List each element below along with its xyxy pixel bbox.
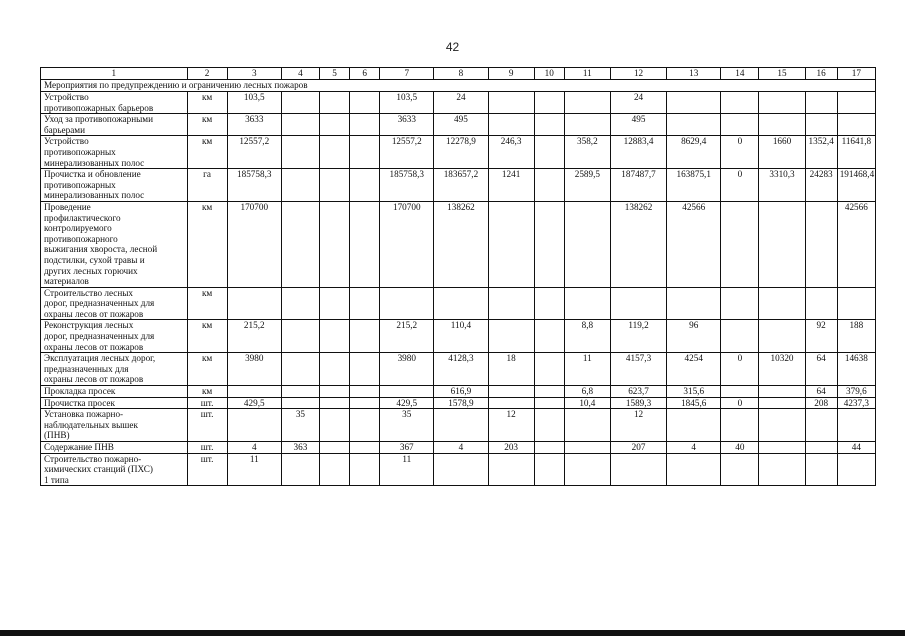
- column-number: 12: [610, 68, 666, 80]
- column-number: 14: [721, 68, 759, 80]
- value-cell: [564, 114, 610, 136]
- value-cell: 8,8: [564, 320, 610, 353]
- value-cell: [667, 114, 721, 136]
- value-cell: [759, 442, 805, 454]
- value-cell: [837, 409, 875, 442]
- value-cell: 42566: [837, 201, 875, 287]
- value-cell: [319, 114, 349, 136]
- value-cell: [759, 453, 805, 486]
- activity-name-line: барьерами: [44, 124, 86, 135]
- table-row: [41, 92, 876, 114]
- column-number: 5: [319, 68, 349, 80]
- value-cell: 3980: [227, 353, 281, 386]
- value-cell: 185758,3: [227, 169, 281, 202]
- value-cell: [434, 287, 488, 320]
- value-cell: [564, 92, 610, 114]
- value-cell: [759, 397, 805, 409]
- value-cell: [534, 92, 564, 114]
- value-cell: [350, 114, 380, 136]
- value-cell: [319, 136, 349, 169]
- activity-name-line: минерализованных полос: [44, 157, 145, 168]
- value-cell: [281, 386, 319, 398]
- fire-prevention-table: [40, 67, 876, 486]
- value-cell: [837, 92, 875, 114]
- value-cell: [281, 353, 319, 386]
- value-cell: 1241: [488, 169, 534, 202]
- value-cell: [667, 287, 721, 320]
- table-row: [41, 287, 876, 320]
- value-cell: [564, 442, 610, 454]
- unit-cell: шт.: [187, 397, 227, 409]
- activity-name-line: Прочистка просек: [44, 397, 115, 408]
- activity-name-line: противопожарных барьеров: [44, 102, 154, 113]
- value-cell: [319, 320, 349, 353]
- activity-name-line: противопожарного: [44, 233, 118, 244]
- activity-name-line: Установка пожарно-: [44, 409, 124, 420]
- activity-name-line: выжигания хвороста, лесной: [44, 244, 158, 255]
- value-cell: 24: [610, 92, 666, 114]
- value-cell: 1589,3: [610, 397, 666, 409]
- value-cell: 315,6: [667, 386, 721, 398]
- value-cell: 42566: [667, 201, 721, 287]
- value-cell: [319, 92, 349, 114]
- value-cell: 0: [721, 397, 759, 409]
- activity-name-line: охраны лесов от пожаров: [44, 341, 144, 352]
- value-cell: [564, 201, 610, 287]
- value-cell: [534, 320, 564, 353]
- table-container: [40, 67, 876, 486]
- value-cell: 11641,8: [837, 136, 875, 169]
- value-cell: [534, 169, 564, 202]
- value-cell: [350, 397, 380, 409]
- unit-cell: км: [187, 114, 227, 136]
- column-number: 6: [350, 68, 380, 80]
- value-cell: [805, 453, 837, 486]
- value-cell: 96: [667, 320, 721, 353]
- value-cell: [227, 386, 281, 398]
- column-number: 7: [380, 68, 434, 80]
- value-cell: 170700: [380, 201, 434, 287]
- value-cell: [759, 92, 805, 114]
- column-number: 13: [667, 68, 721, 80]
- value-cell: 208: [805, 397, 837, 409]
- value-cell: 358,2: [564, 136, 610, 169]
- value-cell: [319, 397, 349, 409]
- value-cell: 203: [488, 442, 534, 454]
- table-row: [41, 397, 876, 409]
- table-row: [41, 453, 876, 486]
- value-cell: [721, 287, 759, 320]
- value-cell: [319, 287, 349, 320]
- value-cell: [564, 287, 610, 320]
- activity-name-line: дорог, предназначенных для: [44, 298, 155, 309]
- column-number: 11: [564, 68, 610, 80]
- value-cell: 4: [434, 442, 488, 454]
- value-cell: [721, 201, 759, 287]
- activity-name: [41, 287, 188, 320]
- unit-cell: км: [187, 320, 227, 353]
- value-cell: [350, 201, 380, 287]
- value-cell: [610, 453, 666, 486]
- value-cell: [534, 353, 564, 386]
- value-cell: 163875,1: [667, 169, 721, 202]
- value-cell: [667, 409, 721, 442]
- value-cell: 379,6: [837, 386, 875, 398]
- table-row: [41, 201, 876, 287]
- unit-cell: шт.: [187, 409, 227, 442]
- activity-name-line: минерализованных полос: [44, 190, 145, 201]
- table-row: [41, 353, 876, 386]
- value-cell: [805, 442, 837, 454]
- activity-name-line: охраны лесов от пожаров: [44, 308, 144, 319]
- value-cell: 103,5: [227, 92, 281, 114]
- activity-name: [41, 442, 188, 454]
- value-cell: [805, 287, 837, 320]
- value-cell: [667, 453, 721, 486]
- value-cell: 11: [227, 453, 281, 486]
- page-number: 42: [445, 40, 460, 54]
- value-cell: [350, 353, 380, 386]
- value-cell: 110,4: [434, 320, 488, 353]
- value-cell: 616,9: [434, 386, 488, 398]
- value-cell: [759, 287, 805, 320]
- activity-name-line: предназначенных для: [44, 363, 129, 374]
- activity-name: [41, 353, 188, 386]
- value-cell: [281, 169, 319, 202]
- value-cell: 1352,4: [805, 136, 837, 169]
- value-cell: 12557,2: [380, 136, 434, 169]
- activity-name: [41, 114, 188, 136]
- unit-cell: км: [187, 201, 227, 287]
- value-cell: [227, 409, 281, 442]
- unit-cell: км: [187, 287, 227, 320]
- table-row: [41, 320, 876, 353]
- value-cell: [488, 453, 534, 486]
- value-cell: [319, 353, 349, 386]
- value-cell: [610, 287, 666, 320]
- value-cell: 12: [488, 409, 534, 442]
- value-cell: 1845,6: [667, 397, 721, 409]
- bottom-rule: [0, 630, 905, 636]
- activity-name: [41, 92, 188, 114]
- value-cell: 35: [281, 409, 319, 442]
- value-cell: [488, 92, 534, 114]
- value-cell: 92: [805, 320, 837, 353]
- value-cell: 4237,3: [837, 397, 875, 409]
- value-cell: 138262: [610, 201, 666, 287]
- activity-name-line: Реконструкция лесных: [44, 320, 134, 331]
- column-number: 9: [488, 68, 534, 80]
- value-cell: 3980: [380, 353, 434, 386]
- column-number: 17: [837, 68, 875, 80]
- value-cell: [534, 386, 564, 398]
- value-cell: [759, 201, 805, 287]
- value-cell: 1660: [759, 136, 805, 169]
- value-cell: 10,4: [564, 397, 610, 409]
- activity-name-line: противопожарных: [44, 146, 116, 157]
- value-cell: 11: [380, 453, 434, 486]
- table-row: [41, 136, 876, 169]
- value-cell: 495: [434, 114, 488, 136]
- column-number: 15: [759, 68, 805, 80]
- value-cell: 103,5: [380, 92, 434, 114]
- table-row: [41, 409, 876, 442]
- unit-cell: км: [187, 353, 227, 386]
- value-cell: 3633: [380, 114, 434, 136]
- activity-name: [41, 453, 188, 486]
- value-cell: 170700: [227, 201, 281, 287]
- value-cell: [534, 201, 564, 287]
- value-cell: 215,2: [227, 320, 281, 353]
- value-cell: [319, 386, 349, 398]
- value-cell: [667, 92, 721, 114]
- value-cell: [759, 320, 805, 353]
- column-number: 1: [41, 68, 188, 80]
- value-cell: 4254: [667, 353, 721, 386]
- value-cell: 6,8: [564, 386, 610, 398]
- value-cell: 2589,5: [564, 169, 610, 202]
- value-cell: 24283: [805, 169, 837, 202]
- activity-name-line: Проведение: [44, 201, 91, 212]
- value-cell: 0: [721, 353, 759, 386]
- table-row: [41, 386, 876, 398]
- table-row: [41, 169, 876, 202]
- activity-name-line: Прочистка и обновление: [44, 169, 141, 180]
- unit-cell: га: [187, 169, 227, 202]
- value-cell: [805, 92, 837, 114]
- activity-name-line: Содержание ПНВ: [44, 442, 114, 452]
- value-cell: 44: [837, 442, 875, 454]
- value-cell: [350, 409, 380, 442]
- activity-name-line: Эксплуатация лесных дорог,: [44, 353, 156, 364]
- value-cell: 119,2: [610, 320, 666, 353]
- value-cell: [721, 453, 759, 486]
- value-cell: 12: [610, 409, 666, 442]
- value-cell: 12557,2: [227, 136, 281, 169]
- value-cell: [281, 92, 319, 114]
- value-cell: [281, 287, 319, 320]
- value-cell: 188: [837, 320, 875, 353]
- value-cell: [380, 386, 434, 398]
- value-cell: 367: [380, 442, 434, 454]
- value-cell: [721, 320, 759, 353]
- value-cell: 183657,2: [434, 169, 488, 202]
- column-number: 2: [187, 68, 227, 80]
- table-row: [41, 114, 876, 136]
- value-cell: 185758,3: [380, 169, 434, 202]
- value-cell: 12278,9: [434, 136, 488, 169]
- value-cell: [534, 397, 564, 409]
- section-row: [41, 80, 876, 92]
- value-cell: 8629,4: [667, 136, 721, 169]
- value-cell: 187487,7: [610, 169, 666, 202]
- value-cell: [534, 114, 564, 136]
- value-cell: [721, 114, 759, 136]
- value-cell: 18: [488, 353, 534, 386]
- column-number: 3: [227, 68, 281, 80]
- value-cell: [488, 320, 534, 353]
- activity-name-line: дорог, предназначенных для: [44, 331, 155, 342]
- activity-name-line: контролируемого: [44, 223, 112, 234]
- value-cell: [350, 386, 380, 398]
- value-cell: [227, 287, 281, 320]
- value-cell: [281, 114, 319, 136]
- value-cell: 12883,4: [610, 136, 666, 169]
- activity-name-line: Устройство: [44, 92, 89, 102]
- activity-name: [41, 386, 188, 398]
- value-cell: [319, 409, 349, 442]
- value-cell: [805, 201, 837, 287]
- value-cell: [837, 287, 875, 320]
- value-cell: 215,2: [380, 320, 434, 353]
- value-cell: [350, 287, 380, 320]
- activity-name-line: противопожарных: [44, 179, 116, 190]
- unit-cell: км: [187, 92, 227, 114]
- value-cell: [534, 136, 564, 169]
- activity-name-line: Строительство пожарно-: [44, 453, 142, 464]
- activity-name: [41, 201, 188, 287]
- value-cell: [350, 320, 380, 353]
- value-cell: 0: [721, 136, 759, 169]
- value-cell: 24: [434, 92, 488, 114]
- activity-name-line: Прокладка просек: [44, 386, 116, 397]
- value-cell: 3633: [227, 114, 281, 136]
- value-cell: 1578,9: [434, 397, 488, 409]
- value-cell: [759, 114, 805, 136]
- activity-name-line: других лесных горючих: [44, 265, 138, 276]
- value-cell: [281, 136, 319, 169]
- value-cell: [350, 453, 380, 486]
- value-cell: [759, 386, 805, 398]
- value-cell: [759, 409, 805, 442]
- column-number-row: [41, 68, 876, 80]
- activity-name-line: материалов: [44, 276, 89, 287]
- column-number: 16: [805, 68, 837, 80]
- value-cell: [319, 169, 349, 202]
- value-cell: [319, 201, 349, 287]
- value-cell: [534, 442, 564, 454]
- value-cell: [350, 169, 380, 202]
- value-cell: [281, 453, 319, 486]
- value-cell: [350, 136, 380, 169]
- activity-name-line: подстилки, сухой травы и: [44, 254, 145, 265]
- value-cell: 429,5: [380, 397, 434, 409]
- value-cell: 191468,4: [837, 169, 875, 202]
- value-cell: 11: [564, 353, 610, 386]
- column-number: 10: [534, 68, 564, 80]
- value-cell: [837, 453, 875, 486]
- unit-cell: км: [187, 386, 227, 398]
- unit-cell: км: [187, 136, 227, 169]
- value-cell: [488, 386, 534, 398]
- value-cell: [434, 453, 488, 486]
- activity-name-line: Уход за противопожарными: [44, 114, 154, 125]
- value-cell: 138262: [434, 201, 488, 287]
- activity-name-line: Строительство лесных: [44, 287, 134, 298]
- activity-name-line: химических станций (ПХС): [44, 464, 153, 475]
- unit-cell: шт.: [187, 453, 227, 486]
- value-cell: 4: [667, 442, 721, 454]
- value-cell: [319, 442, 349, 454]
- value-cell: [281, 320, 319, 353]
- activity-name-line: наблюдательных вышек: [44, 419, 138, 430]
- value-cell: [488, 397, 534, 409]
- value-cell: [281, 397, 319, 409]
- unit-cell: шт.: [187, 442, 227, 454]
- table-body: [41, 68, 876, 486]
- activity-name-line: охраны лесов от пожаров: [44, 374, 144, 385]
- value-cell: [805, 409, 837, 442]
- value-cell: [488, 201, 534, 287]
- value-cell: 623,7: [610, 386, 666, 398]
- value-cell: 0: [721, 169, 759, 202]
- value-cell: [350, 92, 380, 114]
- table-row: [41, 442, 876, 454]
- column-number: 8: [434, 68, 488, 80]
- value-cell: [488, 114, 534, 136]
- value-cell: [721, 409, 759, 442]
- value-cell: 40: [721, 442, 759, 454]
- value-cell: [488, 287, 534, 320]
- activity-name-line: профилактического: [44, 212, 121, 223]
- value-cell: 35: [380, 409, 434, 442]
- value-cell: [534, 453, 564, 486]
- activity-name: [41, 320, 188, 353]
- activity-name-line: 1 типа: [44, 474, 69, 485]
- value-cell: 363: [281, 442, 319, 454]
- value-cell: 246,3: [488, 136, 534, 169]
- value-cell: [534, 287, 564, 320]
- activity-name: [41, 136, 188, 169]
- activity-name-line: Устройство: [44, 136, 89, 147]
- value-cell: [721, 386, 759, 398]
- section-title: Мероприятия по предупреждению и ограничению лесных пожаров: [41, 80, 876, 92]
- value-cell: 10320: [759, 353, 805, 386]
- value-cell: [281, 201, 319, 287]
- value-cell: [350, 442, 380, 454]
- value-cell: [534, 409, 564, 442]
- value-cell: [564, 409, 610, 442]
- column-number: 4: [281, 68, 319, 80]
- value-cell: 64: [805, 386, 837, 398]
- value-cell: [564, 453, 610, 486]
- value-cell: 3310,3: [759, 169, 805, 202]
- activity-name: [41, 397, 188, 409]
- activity-name: [41, 409, 188, 442]
- value-cell: [434, 409, 488, 442]
- value-cell: 4157,3: [610, 353, 666, 386]
- value-cell: 4128,3: [434, 353, 488, 386]
- value-cell: [319, 453, 349, 486]
- value-cell: [805, 114, 837, 136]
- value-cell: 495: [610, 114, 666, 136]
- activity-name-line: (ПНВ): [44, 430, 70, 441]
- value-cell: 4: [227, 442, 281, 454]
- value-cell: [380, 287, 434, 320]
- value-cell: 207: [610, 442, 666, 454]
- value-cell: [721, 92, 759, 114]
- value-cell: [837, 114, 875, 136]
- value-cell: 64: [805, 353, 837, 386]
- value-cell: 14638: [837, 353, 875, 386]
- value-cell: 429,5: [227, 397, 281, 409]
- activity-name: [41, 169, 188, 202]
